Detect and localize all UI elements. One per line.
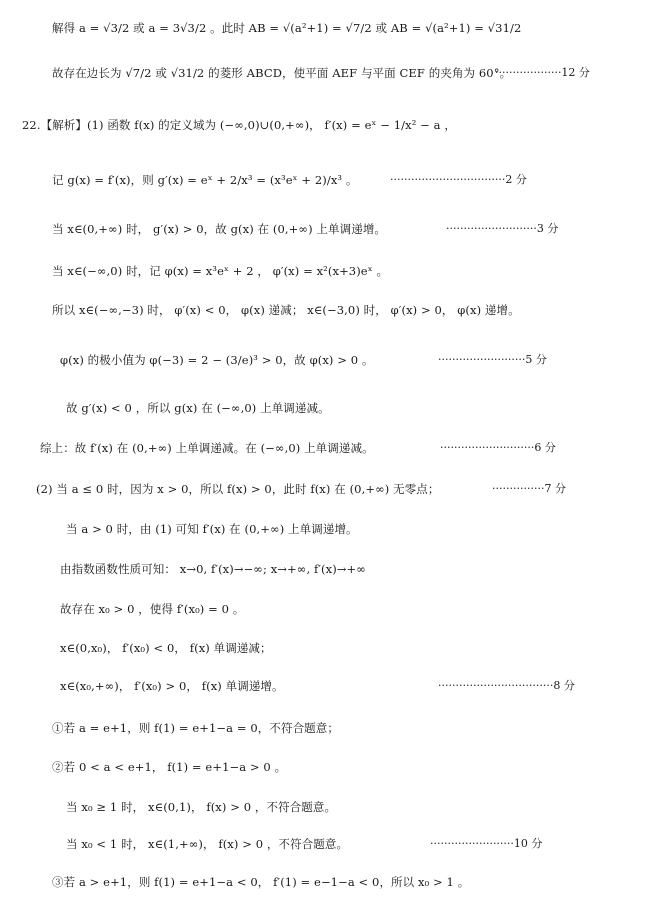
text-line: φ(x) 的极小值为 φ(−3) = 2 − (3/e)³ > 0，故 φ(x) > 0 。: [60, 353, 374, 367]
text-line: 解得 a = √3/2 或 a = 3√3/2 。此时 AB = √(a²+1) = √7/2 或 AB = √(a²+1) = √31/2: [52, 21, 522, 35]
score-marker: ···············7 分: [492, 482, 566, 495]
text-line: 当 x∈(−∞,0) 时，记 φ(x) = x³eˣ + 2 ， φ′(x) = x²(x+3)eˣ 。: [52, 264, 389, 278]
text-line: 故存在边长为 √7/2 或 √31/2 的菱形 ABCD，使平面 AEF 与平面 CEF 的夹角为 60°。: [52, 66, 512, 80]
text-line: 当 x₀ ≥ 1 时， x∈(0,1)， f(x) > 0 ，不符合题意。: [66, 800, 337, 814]
question-22-heading: 22.【解析】(1) 函数 f(x) 的定义域为 (−∞,0)∪(0,+∞)， f′(x) = eˣ − 1/x² − a ，: [22, 118, 456, 132]
text-line: x∈(0,x₀)， f′(x₀) < 0， f(x) 单调递减；: [60, 641, 272, 655]
text-line: 记 g(x) = f′(x)，则 g′(x) = eˣ + 2/x³ = (x³eˣ + 2)/x³ 。: [52, 173, 358, 187]
text-line: 当 x₀ < 1 时， x∈(1,+∞)， f(x) > 0 ，不符合题意。: [66, 837, 349, 851]
score-marker: ························10 分: [430, 837, 543, 850]
text-line: (2) 当 a ≤ 0 时，因为 x > 0，所以 f(x) > 0，此时 f(x) 在 (0,+∞) 无零点；: [36, 482, 440, 496]
text-line: 当 x∈(0,+∞) 时， g′(x) > 0，故 g(x) 在 (0,+∞) 上单调递增。: [52, 222, 387, 236]
text-line: 故 g′(x) < 0 ，所以 g(x) 在 (−∞,0) 上单调递减。: [66, 401, 330, 415]
score-marker: ··························3 分: [446, 222, 559, 235]
text-line: 故存在 x₀ > 0 ，使得 f′(x₀) = 0 。: [60, 602, 245, 616]
text-line: ①若 a = e+1，则 f(1) = e+1−a = 0，不符合题意；: [52, 721, 339, 735]
text-line: 所以 x∈(−∞,−3) 时， φ′(x) < 0， φ(x) 递减； x∈(−3,0) 时， φ′(x) > 0， φ(x) 递增。: [52, 303, 520, 317]
score-marker: ·································8 分: [438, 679, 575, 692]
text-line: 综上：故 f′(x) 在 (0,+∞) 上单调递减。在 (−∞,0) 上单调递减。: [40, 441, 374, 455]
text-line: 由指数函数性质可知： x→0, f′(x)→−∞; x→+∞, f′(x)→+∞: [60, 562, 366, 576]
text-line: 当 a > 0 时，由 (1) 可知 f′(x) 在 (0,+∞) 上单调递增。: [66, 522, 358, 536]
score-marker: ···················12 分: [495, 66, 590, 79]
score-marker: ·························5 分: [438, 353, 547, 366]
text-line: ②若 0 < a < e+1， f(1) = e+1−a > 0 。: [52, 760, 287, 774]
score-marker: ·································2 分: [390, 173, 527, 186]
score-marker: ···························6 分: [440, 441, 556, 454]
text-line: ③若 a > e+1，则 f(1) = e+1−a < 0， f′(1) = e−1−a < 0，所以 x₀ > 1 。: [52, 875, 470, 889]
text-line: x∈(x₀,+∞)， f′(x₀) > 0， f(x) 单调递增。: [60, 679, 284, 693]
